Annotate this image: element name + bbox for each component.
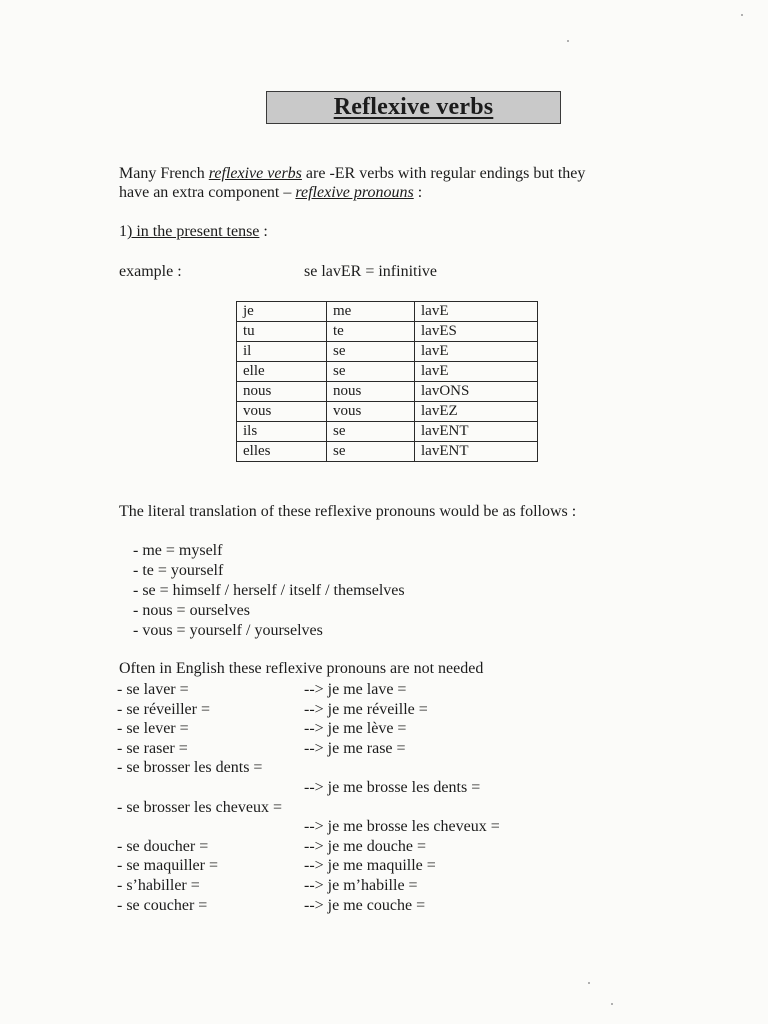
example-conjugated-item: --> je me lève =: [304, 720, 407, 738]
reflexive-pronouns-term: reflexive pronouns: [295, 184, 414, 201]
intro-text: are -ER verbs with regular endings but they: [301, 165, 586, 182]
verb-form-cell: lavES: [415, 322, 538, 342]
table-row: [237, 302, 538, 322]
example-conjugated-item: --> je me lave =: [304, 681, 407, 698]
example-infinitive-item: - se laver =: [117, 681, 189, 698]
subject-pronoun-cell: ils: [237, 422, 327, 442]
example-conjugated-item: --> je me réveille =: [304, 700, 428, 718]
verb-form-cell: lavENT: [415, 442, 538, 462]
scan-speck: [567, 40, 569, 42]
translation-item: - vous = yourself / yourselves: [133, 622, 323, 639]
translation-item: - me = myself: [133, 542, 223, 559]
translation-item: - nous = ourselves: [133, 602, 251, 619]
table-row: [237, 382, 538, 402]
subject-pronoun-cell: je: [237, 302, 327, 322]
verb-form-cell: lavENT: [415, 422, 538, 442]
verb-form-cell: lavEZ: [415, 402, 538, 422]
scan-speck: [611, 1003, 613, 1005]
reflexive-verbs-term: reflexive verbs: [208, 165, 302, 182]
translation-item: - te = yourself: [133, 562, 224, 579]
example-infinitive-item: - se raser =: [117, 739, 188, 757]
example-infinitive-item: - se maquiller =: [117, 857, 218, 875]
scan-speck: [588, 982, 590, 984]
example-infinitive-item: - se lever =: [117, 720, 189, 738]
translation-intro: The literal translation of these reflexive pronouns would be as follows :: [119, 503, 577, 520]
verb-form-cell: lavE: [415, 302, 538, 322]
reflexive-pronoun-cell: me: [327, 302, 415, 322]
intro-line-2: [119, 183, 422, 202]
example-infinitive-item: - se coucher =: [117, 896, 208, 914]
intro-text: :: [413, 184, 423, 201]
subject-pronoun-cell: elle: [237, 362, 327, 382]
reflexive-pronoun-cell: se: [327, 342, 415, 362]
example-infinitive-item: - s’habiller =: [117, 877, 200, 894]
example-conjugated-item: --> je m’habille =: [304, 877, 418, 894]
example-infinitive-item: - se doucher =: [117, 837, 209, 855]
example-conjugated-item: --> je me brosse les cheveux =: [304, 818, 500, 836]
example-conjugated-item: --> je me maquille =: [304, 857, 436, 875]
translation-item: - se = himself / herself / itself / themselves: [133, 582, 405, 599]
intro-text: have an extra component –: [119, 184, 296, 201]
page-title: Reflexive verbs: [333, 94, 494, 120]
example-conjugated-item: --> je me couche =: [304, 896, 426, 914]
reflexive-pronoun-cell: se: [327, 422, 415, 442]
example-conjugated-item: --> je me rase =: [304, 739, 406, 757]
verb-form-cell: lavONS: [415, 382, 538, 402]
table-row: [237, 362, 538, 382]
section-label: ) in the present tense: [127, 223, 260, 240]
subject-pronoun-cell: tu: [237, 322, 327, 342]
table-row: [237, 442, 538, 462]
subject-pronoun-cell: nous: [237, 382, 327, 402]
example-label: example :: [119, 263, 182, 280]
reflexive-pronoun-cell: se: [327, 362, 415, 382]
subject-pronoun-cell: vous: [237, 402, 327, 422]
scan-speck: [741, 14, 743, 16]
reflexive-pronoun-cell: te: [327, 322, 415, 342]
table-row: [237, 422, 538, 442]
section-number: 1: [119, 223, 127, 240]
subject-pronoun-cell: elles: [237, 442, 327, 462]
often-intro: Often in English these reflexive pronouns are not needed: [119, 660, 484, 677]
reflexive-pronoun-cell: se: [327, 442, 415, 462]
reflexive-pronoun-cell: vous: [327, 402, 415, 422]
reflexive-pronoun-cell: nous: [327, 382, 415, 402]
table-row: [237, 322, 538, 342]
example-infinitive-item: - se brosser les dents =: [117, 759, 263, 777]
example-conjugated-item: --> je me douche =: [304, 837, 426, 855]
example-infinitive: se lavER = infinitive: [304, 263, 437, 280]
conjugation-table: [236, 301, 538, 462]
intro-line-1: [119, 164, 585, 183]
section-heading: [119, 222, 268, 241]
verb-form-cell: lavE: [415, 362, 538, 382]
example-infinitive-item: - se brosser les cheveux =: [117, 798, 282, 816]
example-conjugated-item: --> je me brosse les dents =: [304, 779, 481, 796]
table-row: [237, 402, 538, 422]
intro-text: Many French: [119, 165, 209, 182]
subject-pronoun-cell: il: [237, 342, 327, 362]
verb-form-cell: lavE: [415, 342, 538, 362]
table-row: [237, 342, 538, 362]
section-colon: :: [259, 223, 268, 240]
example-infinitive-item: - se réveiller =: [117, 700, 210, 718]
title-box: [266, 91, 561, 124]
